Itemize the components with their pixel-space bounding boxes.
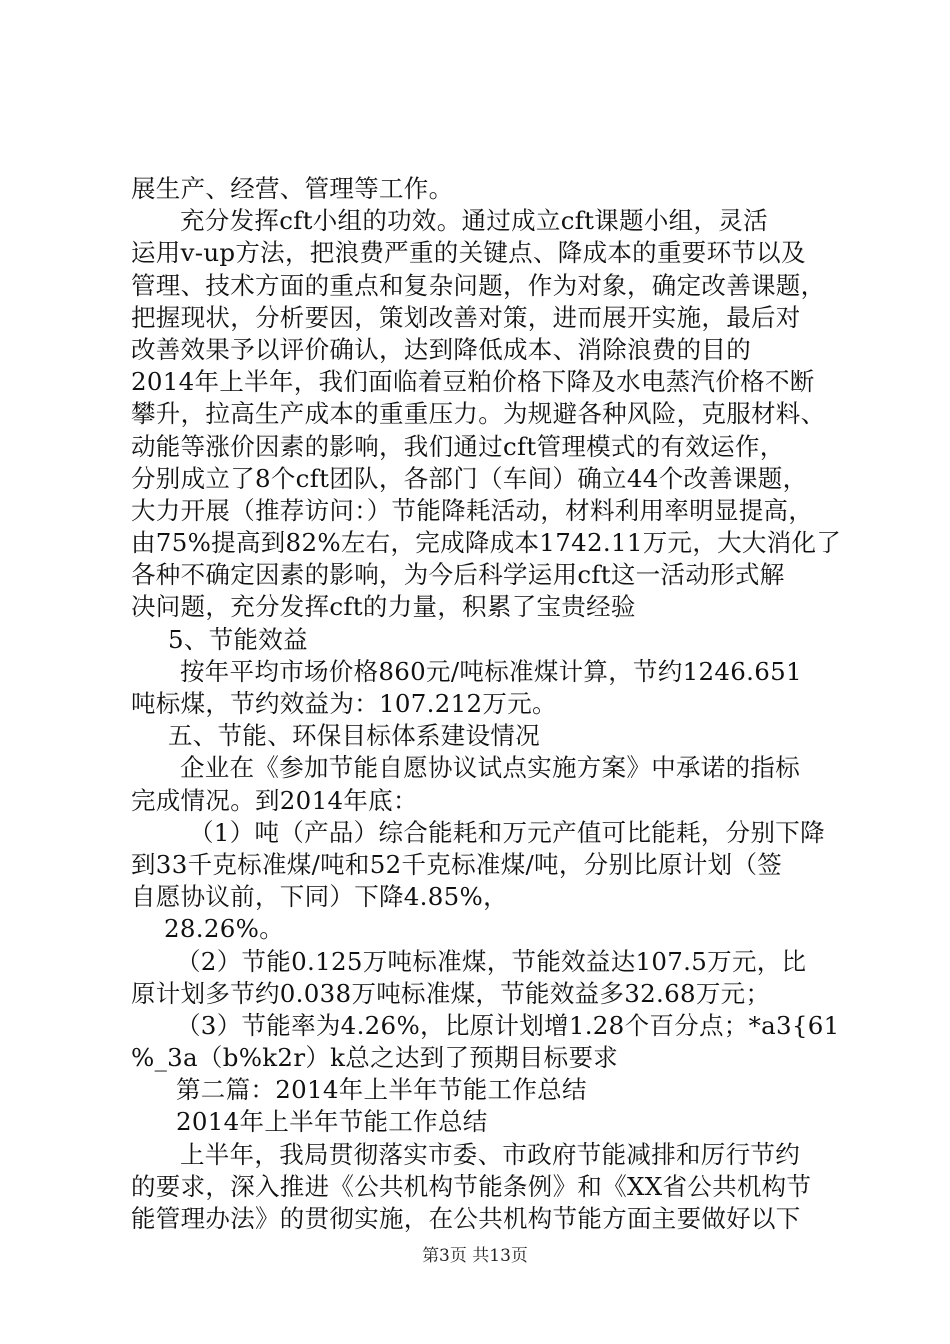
text-line: （3）节能率为4.26%，比原计划增1.28个百分点；*a3{61 [176,1010,840,1040]
document-body [131,173,842,1235]
text-line: 第二篇：2014年上半年节能工作总结 [176,1075,587,1105]
text-line: 2014年上半年，我们面临着豆粕价格下降及水电蒸汽价格不断 [131,367,815,397]
text-line: 原计划多节约0.038万吨标准煤，节能效益多32.68万元； [131,978,771,1008]
text-line: 完成情况。到2014年底： [131,785,418,815]
text-line: 充分发挥cft小组的功效。通过成立cft课题小组，灵活 [180,206,768,236]
text-line: 企业在《参加节能自愿协议试点实施方案》中承诺的指标 [180,753,800,783]
text-line: 上半年，我局贯彻落实市委、市政府节能减排和厉行节约 [180,1139,800,1169]
text-line: 由75%提高到82%左右，完成降成本1742.11万元，大大消化了 [131,528,842,558]
text-line: 按年平均市场价格860元/吨标准煤计算，节约1246.651 [180,656,802,686]
text-line: 攀升，拉高生产成本的重重压力。为规避各种风险，克服材料、 [131,399,826,429]
text-line: 改善效果予以评价确认，达到降低成本、消除浪费的目的 [131,334,751,364]
text-line: （1）吨（产品）综合能耗和万元产值可比能耗，分别下降 [189,817,825,847]
text-line: （2）节能0.125万吨标准煤，节能效益达107.5万元，比 [176,946,807,976]
text-line: 展生产、经营、管理等工作。 [131,174,454,203]
text-line: 的要求，深入推进《公共机构节能条例》和《XX省公共机构节 [131,1171,812,1201]
text-line: 各种不确定因素的影响，为今后科学运用cft这一活动形式解 [131,560,785,590]
text-line: 运用v-up方法，把浪费严重的关键点、降成本的重要环节以及 [131,238,806,268]
text-line: 能管理办法》的贯彻实施，在公共机构节能方面主要做好以下 [131,1204,801,1233]
text-line: 把握现状，分析要因，策划改善对策，进而展开实施，最后对 [131,302,801,332]
text-line: 五、节能、环保目标体系建设情况 [168,721,540,751]
text-line: 28.26%。 [164,914,285,944]
text-line: 动能等涨价因素的影响，我们通过cft管理模式的有效运作， [131,431,785,461]
text-line: %_3a（b%k2r）k总之达到了预期目标要求 [131,1043,619,1073]
text-line: 自愿协议前，下同）下降4.85%， [131,882,508,912]
text-line: 吨标煤，节约效益为：107.212万元。 [131,689,557,718]
text-line: 到33千克标准煤/吨和52千克标准煤/吨，分别比原计划（签 [131,849,783,879]
text-line: 2014年上半年节能工作总结 [176,1107,488,1137]
text-line: 大力开展（推荐访问：）节能降耗活动，材料利用率明显提高， [131,495,814,525]
text-line: 管理、技术方面的重点和复杂问题，作为对象，确定改善课题， [131,270,826,300]
page-footer: 第3页 共13页 [422,1246,528,1266]
text-line: 决问题，充分发挥cft的力量，积累了宝贵经验 [131,592,636,622]
text-line: 分别成立了8个cft团队，各部门（车间）确立44个改善课题， [131,463,808,493]
text-line: 5、节能效益 [168,624,308,654]
